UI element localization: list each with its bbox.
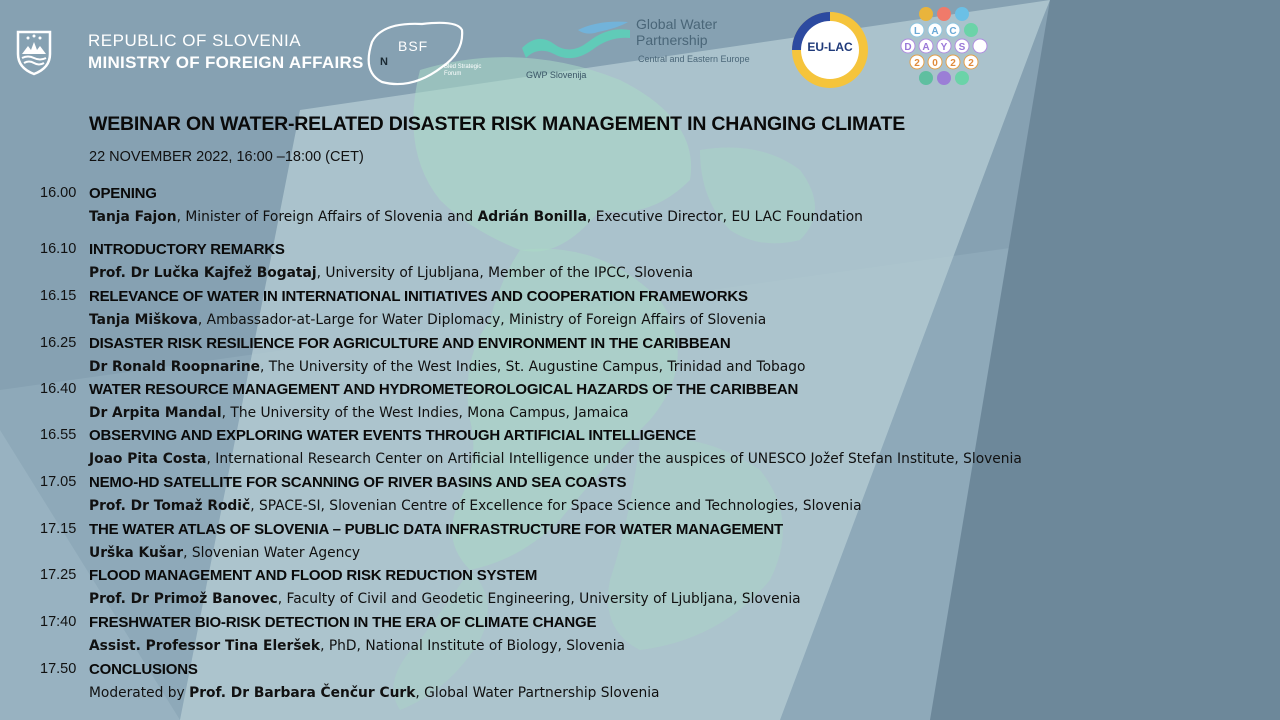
speaker-affiliation: , Faculty of Civil and Geodetic Engineering, University of Ljubljana, Slovenia xyxy=(277,591,801,607)
webinar-date: 22 NOVEMBER 2022, 16:00 –18:00 (CET) xyxy=(89,149,364,165)
gwp-name-line2: Partnership xyxy=(636,32,708,48)
speaker-affiliation: , Ambassador-at-Large for Water Diplomacy, Ministry of Foreign Affairs of Slovenia xyxy=(197,312,767,328)
agenda-item xyxy=(0,567,1280,613)
speaker-affiliation: , SPACE-SI, Slovenian Centre of Excellence for Space Science and Technologies, Slovenia xyxy=(250,498,862,514)
speaker-affiliation: , The University of the West Indies, St. Augustine Campus, Trinidad and Tobago xyxy=(260,359,806,375)
bsf-subtitle: Bled Strategic Forum xyxy=(444,64,482,77)
bsf-logo xyxy=(362,12,482,92)
ministry-title: MINISTRY OF FOREIGN AFFAIRS xyxy=(88,53,364,72)
logo-header xyxy=(0,0,1280,100)
agenda-speaker xyxy=(89,265,693,281)
agenda-heading: NEMO-HD SATELLITE FOR SCANNING OF RIVER BASINS AND SEA COASTS xyxy=(89,474,627,491)
lac-letter: 2 xyxy=(914,58,920,69)
speaker-name: Urška Kušar xyxy=(89,545,184,561)
lac-letter: S xyxy=(958,42,966,53)
agenda-time: 16.25 xyxy=(40,335,77,351)
agenda-time: 16.15 xyxy=(40,288,77,304)
lac-letter: A xyxy=(931,26,939,37)
speaker-name: Prof. Dr Barbara Čenčur Curk xyxy=(189,685,416,701)
ministry-logo xyxy=(14,28,364,76)
agenda-item xyxy=(0,521,1280,567)
speaker-name: Prof. Dr Lučka Kajfež Bogataj xyxy=(89,265,317,281)
agenda-item xyxy=(0,288,1280,334)
agenda-heading: RELEVANCE OF WATER IN INTERNATIONAL INITIATIVES AND COOPERATION FRAMEWORKS xyxy=(89,288,748,305)
speaker-affiliation: , Minister of Foreign Affairs of Slovenia and xyxy=(176,209,478,225)
agenda-item xyxy=(0,661,1280,707)
agenda-time: 17.25 xyxy=(40,567,77,583)
agenda-time: 17:40 xyxy=(40,614,77,630)
speaker-name: Joao Pita Costa xyxy=(89,451,207,467)
agenda-item xyxy=(0,241,1280,287)
speaker-affiliation: , Executive Director, EU LAC Foundation xyxy=(586,209,863,225)
agenda-time: 16.40 xyxy=(40,381,77,397)
agenda-time: 16.00 xyxy=(40,185,77,201)
speaker-name: Adrián Bonilla xyxy=(477,209,587,225)
agenda-heading: WATER RESOURCE MANAGEMENT AND HYDROMETEOROLOGICAL HAZARDS OF THE CARIBBEAN xyxy=(89,381,799,398)
speaker-name: Dr Ronald Roopnarine xyxy=(89,359,261,375)
agenda-heading: FLOOD MANAGEMENT AND FLOOD RISK REDUCTION SYSTEM xyxy=(89,567,538,584)
agenda-item xyxy=(0,474,1280,520)
gwp-name xyxy=(636,16,717,48)
lac-letter: C xyxy=(949,26,957,37)
gwp-name-line1: Global Water xyxy=(636,16,718,32)
gwp-logo xyxy=(518,14,778,84)
agenda-speaker xyxy=(89,685,660,701)
speaker-affiliation: , PhD, National Institute of Biology, Slovenia xyxy=(320,638,625,654)
agenda-heading: INTRODUCTORY REMARKS xyxy=(89,241,285,258)
agenda-speaker xyxy=(89,451,1022,467)
eu-lac-logo xyxy=(788,8,872,92)
slovenia-coat-of-arms-icon xyxy=(14,28,54,76)
agenda-item xyxy=(0,614,1280,660)
agenda-speaker xyxy=(89,312,766,328)
speaker-affiliation: , Slovenian Water Agency xyxy=(183,545,361,561)
gwp-wave-icon xyxy=(518,14,638,74)
speaker-name: Tanja Fajon xyxy=(89,209,177,225)
speaker-affiliation: , Global Water Partnership Slovenia xyxy=(415,685,660,701)
speaker-affiliation: , University of Ljubljana, Member of the IPCC, Slovenia xyxy=(316,265,694,281)
country-name: REPUBLIC OF SLOVENIA xyxy=(88,31,302,50)
lac-letter: D xyxy=(904,42,912,53)
lac-letter: 2 xyxy=(968,58,974,69)
agenda-heading: OBSERVING AND EXPLORING WATER EVENTS THROUGH ARTIFICIAL INTELLIGENCE xyxy=(89,427,696,444)
agenda-speaker xyxy=(89,545,360,561)
gwp-local: GWP Slovenija xyxy=(526,70,587,80)
lac-letter: L xyxy=(913,26,921,37)
agenda-speaker xyxy=(89,405,629,421)
bsf-logo-text: BSF xyxy=(398,38,429,54)
bsf-letter: N xyxy=(380,56,388,68)
agenda-heading: DISASTER RISK RESILIENCE FOR AGRICULTURE AND ENVIRONMENT IN THE CARIBBEAN xyxy=(89,335,731,352)
lac-letter: 2 xyxy=(950,58,956,69)
agenda-speaker xyxy=(89,498,862,514)
agenda-item xyxy=(0,185,1280,231)
speaker-name: Tanja Miškova xyxy=(89,312,198,328)
lac-letter: 0 xyxy=(932,58,938,69)
agenda-speaker xyxy=(89,638,625,654)
agenda-speaker xyxy=(89,209,863,225)
webinar-title: WEBINAR ON WATER-RELATED DISASTER RISK MANAGEMENT IN CHANGING CLIMATE xyxy=(89,113,906,135)
agenda-speaker xyxy=(89,591,801,607)
agenda-time: 16.55 xyxy=(40,427,77,443)
agenda-heading: CONCLUSIONS xyxy=(89,661,198,678)
eu-lac-text: EU-LAC xyxy=(807,40,853,54)
agenda-time: 17.50 xyxy=(40,661,77,677)
speaker-affiliation: , International Research Center on Artificial Intelligence under the auspices of UNESCO Jožef Stefan Institute, Slovenia xyxy=(206,451,1022,467)
agenda-item xyxy=(0,335,1280,381)
agenda-heading: THE WATER ATLAS OF SLOVENIA – PUBLIC DATA INFRASTRUCTURE FOR WATER MANAGEMENT xyxy=(89,521,784,538)
speaker-name: Prof. Dr Primož Banovec xyxy=(89,591,278,607)
agenda-heading: OPENING xyxy=(89,185,157,202)
lac-days-2022-logo xyxy=(898,6,990,94)
speaker-affiliation: , The University of the West Indies, Mona Campus, Jamaica xyxy=(221,405,629,421)
agenda-time: 16.10 xyxy=(40,241,77,257)
lac-letter: Y xyxy=(940,42,948,53)
ministry-name xyxy=(88,28,364,74)
agenda-time: 17.15 xyxy=(40,521,77,537)
agenda-time: 17.05 xyxy=(40,474,77,490)
agenda-item xyxy=(0,427,1280,473)
agenda-item xyxy=(0,381,1280,427)
speaker-name: Prof. Dr Tomaž Rodič xyxy=(89,498,251,514)
gwp-region: Central and Eastern Europe xyxy=(638,54,750,64)
agenda-heading: FRESHWATER BIO-RISK DETECTION IN THE ERA OF CLIMATE CHANGE xyxy=(89,614,597,631)
speaker-name: Dr Arpita Mandal xyxy=(89,405,222,421)
lac-letter: A xyxy=(922,42,930,53)
moderator-prefix: Moderated by xyxy=(89,685,190,701)
speaker-name: Assist. Professor Tina Eleršek xyxy=(89,638,321,654)
agenda-speaker xyxy=(89,359,805,375)
